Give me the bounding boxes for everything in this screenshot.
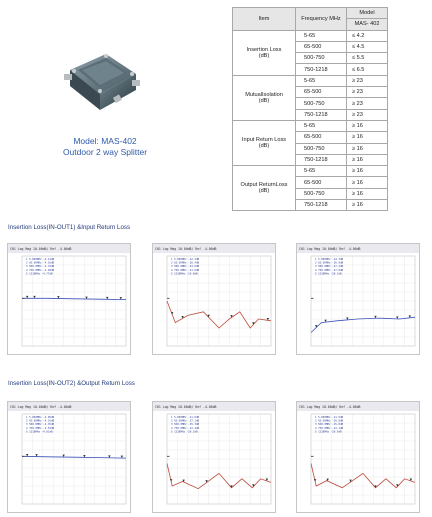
spec-item-cell	[233, 166, 296, 211]
spec-row	[233, 30, 388, 41]
product-description: Outdoor 2 way Splitter	[62, 147, 148, 157]
spec-frequency-cell: 500-750	[296, 98, 347, 109]
spec-frequency-cell: 750-1218	[296, 154, 347, 165]
spec-value-cell: ≥ 23	[347, 75, 388, 86]
spec-item-unit: (dB)	[258, 188, 270, 195]
section-title-out2: Insertion Loss(IN-OUT2) &Output Return Loss	[8, 380, 135, 387]
marker-readout: 4 750.0MHz -22.4dB	[171, 426, 200, 430]
item-header: Item	[233, 8, 296, 31]
spec-item-cell	[233, 120, 296, 165]
marker-readout: 5 1218MHz -20.5dB	[315, 430, 342, 434]
marker-readout: 1 5.000MHz -22.1dB	[171, 258, 200, 261]
spec-value-cell: ≤ 4.5	[347, 41, 388, 52]
plot-out1-input-return-loss-a	[152, 243, 276, 355]
spec-item-unit: (dB)	[258, 97, 270, 104]
marker-readout: 2 65.00MHz -26.8dB	[315, 419, 344, 423]
marker-readout: 1 5.000MHz -4.12dB	[26, 258, 55, 261]
spec-frequency-cell: 750-1218	[296, 109, 347, 120]
spec-item-unit: (dB)	[258, 143, 270, 150]
marker-readout: 2 65.00MHz -27.1dB	[171, 419, 200, 423]
marker-readout: 4 750.0MHz -27.8dB	[315, 268, 344, 272]
plot-out2-output-return-loss-b	[296, 401, 420, 513]
plot-header: CH1 Log Mag 10.00dB/ Ref -4.00dB	[299, 247, 361, 251]
spec-row	[233, 75, 388, 86]
marker-readout: 3 500.0MHz -27.2dB	[315, 265, 344, 269]
spec-value-cell: ≥ 16	[347, 154, 388, 165]
spec-item-label: Input Return Loss	[241, 137, 287, 144]
spec-frequency-cell: 5-65	[296, 30, 347, 41]
product-caption	[30, 136, 180, 158]
marker-readout: 2 65.00MHz -26.9dB	[315, 261, 344, 265]
marker-readout: 1 5.000MHz -4.09dB	[26, 416, 55, 419]
plot-header: CH1 Log Mag 10.00dB/ Ref -4.00dB	[155, 247, 217, 251]
spec-frequency-cell: 5-65	[296, 166, 347, 177]
plot-out2-output-return-loss-a	[152, 401, 276, 513]
marker-readout: 4 750.0MHz -22.1dB	[315, 426, 344, 430]
spec-frequency-cell: 65-500	[296, 87, 347, 98]
marker-readout: 1 5.000MHz -21.9dB	[315, 416, 344, 419]
marker-readout: 4 750.0MHz -21.9dB	[171, 268, 200, 272]
frequency-header: Frequency MHz	[296, 8, 347, 31]
plot-out1-input-return-loss-b	[296, 243, 420, 355]
spec-value-cell: ≥ 16	[347, 188, 388, 199]
marker-readout: 5 1218MHz -4.77dB	[26, 272, 53, 276]
marker-readout: 3 500.0MHz -4.31dB	[26, 265, 55, 269]
model-group-header: Model	[347, 8, 388, 19]
spec-item-label: Output ReturnLoss	[240, 182, 288, 189]
spec-value-cell: ≥ 16	[347, 132, 388, 143]
spec-row	[233, 166, 388, 177]
spec-frequency-cell: 750-1218	[296, 64, 347, 75]
spec-item-label: Insertion Loss	[246, 46, 282, 53]
section-title-out1: Insertion Loss(IN-OUT1) &Input Return Loss	[8, 224, 131, 231]
marker-readout: 3 500.0MHz -4.35dB	[26, 423, 55, 427]
spec-item-unit: (dB)	[258, 52, 270, 59]
model-header: MAS- 402	[347, 19, 388, 30]
spec-frequency-cell: 5-65	[296, 75, 347, 86]
spec-frequency-cell: 5-65	[296, 120, 347, 131]
spec-value-cell: ≤ 6.5	[347, 64, 388, 75]
marker-readout: 3 500.0MHz -24.6dB	[171, 265, 200, 269]
model-name: Model: MAS-402	[73, 136, 137, 146]
spec-value-cell: ≥ 23	[347, 98, 388, 109]
spec-item-label: MutualIsolation	[245, 91, 283, 98]
plot-out2-insertion-loss	[7, 401, 131, 513]
splitter-device-image	[62, 40, 142, 120]
spec-frequency-cell: 65-500	[296, 132, 347, 143]
spec-value-cell: ≤ 4.2	[347, 30, 388, 41]
spec-frequency-cell: 65-500	[296, 177, 347, 188]
marker-readout: 3 500.0MHz -25.3dB	[171, 423, 200, 427]
spec-value-cell: ≥ 16	[347, 166, 388, 177]
spec-frequency-cell: 750-1218	[296, 200, 347, 211]
spec-table	[232, 7, 388, 211]
marker-readout: 2 65.00MHz -4.18dB	[26, 261, 55, 265]
spec-frequency-cell: 500-750	[296, 143, 347, 154]
plot-header: CH1 Log Mag 10.00dB/ Ref -4.00dB	[299, 405, 361, 409]
marker-readout: 2 65.00MHz -4.16dB	[26, 419, 55, 423]
marker-readout: 5 1218MHz -20.2dB	[171, 430, 198, 434]
spec-value-cell: ≥ 23	[347, 87, 388, 98]
spec-frequency-cell: 500-750	[296, 188, 347, 199]
spec-frequency-cell: 500-750	[296, 53, 347, 64]
marker-readout: 5 1218MHz -28.1dB	[315, 272, 342, 276]
marker-readout: 4 750.0MHz -4.52dB	[26, 426, 55, 430]
plot-out1-insertion-loss	[7, 243, 131, 355]
spec-value-cell: ≥ 16	[347, 177, 388, 188]
spec-row	[233, 120, 388, 131]
marker-readout: 1 5.000MHz -21.6dB	[171, 416, 200, 419]
plot-header: CH1 Log Mag 10.00dB/ Ref -4.00dB	[155, 405, 217, 409]
spec-frequency-cell: 65-500	[296, 41, 347, 52]
marker-readout: 3 500.0MHz -25.0dB	[315, 423, 344, 427]
spec-value-cell: ≤ 5.5	[347, 53, 388, 64]
spec-item-cell	[233, 75, 296, 120]
marker-readout: 5 1218MHz -19.8dB	[171, 272, 198, 276]
marker-readout: 1 5.000MHz -24.3dB	[315, 258, 344, 261]
spec-value-cell: ≥ 23	[347, 109, 388, 120]
spec-value-cell: ≥ 16	[347, 120, 388, 131]
plot-header: CH1 Log Mag 10.00dB/ Ref -4.00dB	[10, 405, 72, 409]
marker-readout: 2 65.00MHz -28.4dB	[171, 261, 200, 265]
spec-value-cell: ≥ 16	[347, 200, 388, 211]
marker-readout: 4 750.0MHz -4.48dB	[26, 268, 55, 272]
spec-item-cell	[233, 30, 296, 75]
plot-header: CH1 Log Mag 10.00dB/ Ref -4.00dB	[10, 247, 72, 251]
marker-readout: 5 1218MHz -4.81dB	[26, 430, 53, 434]
spec-value-cell: ≥ 16	[347, 143, 388, 154]
product-image	[62, 40, 142, 120]
